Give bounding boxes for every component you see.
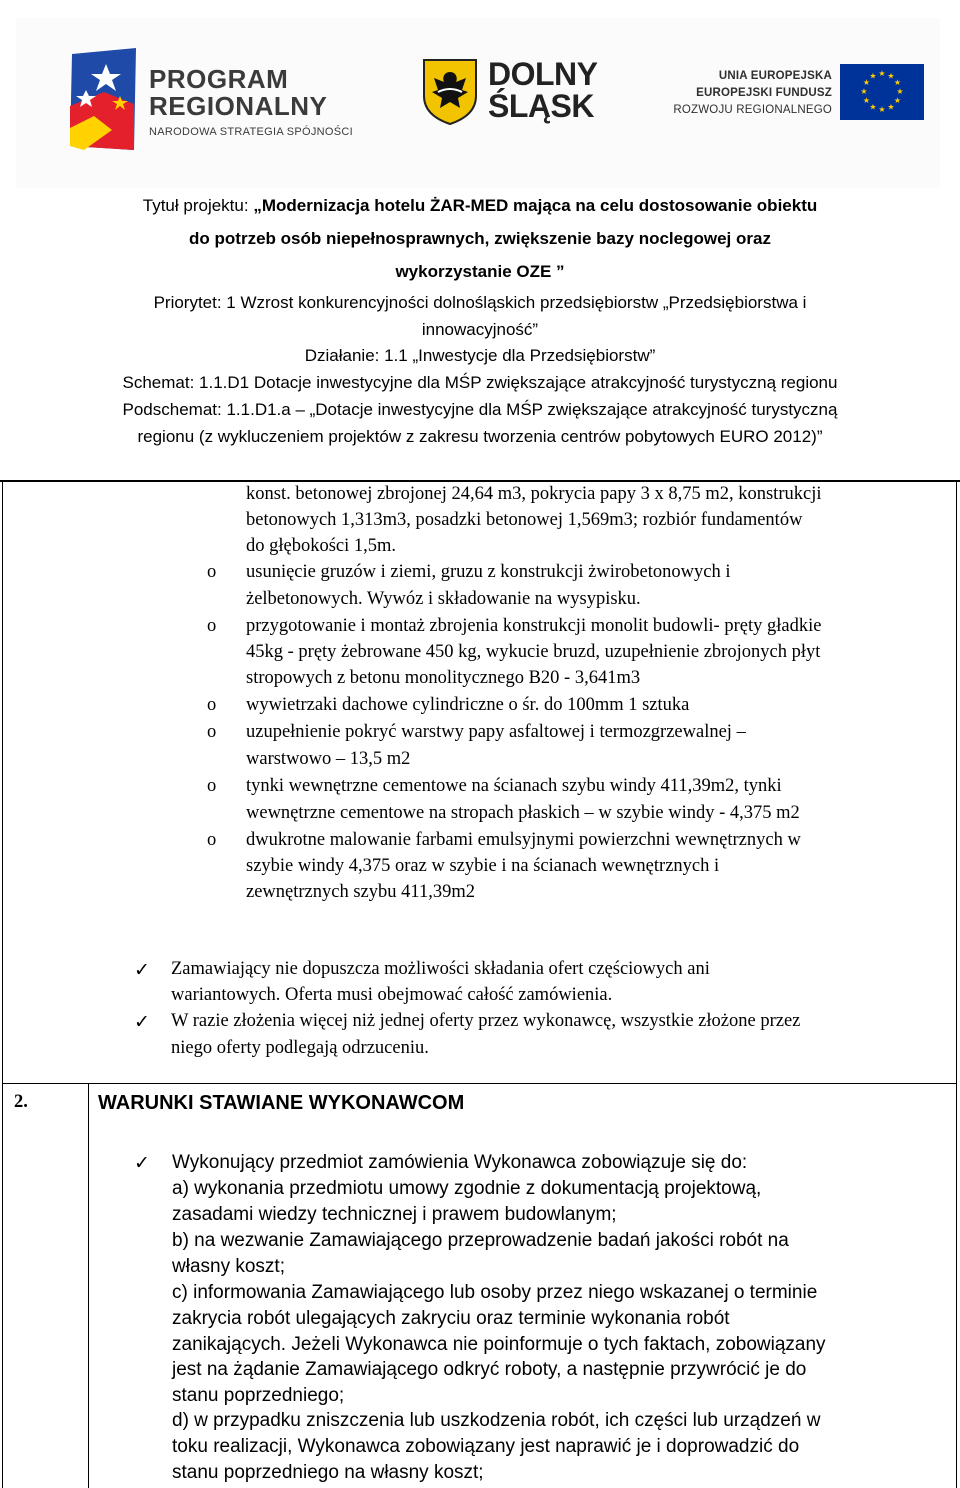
list-item-line: uzupełnienie pokryć warstwy papy asfaltowej i termozgrzewalnej –: [246, 722, 746, 742]
priority-line1: Priorytet: 1 Wzrost konkurencyjności dolnośląskich przedsiębiorstw „Przedsiębiorstwa i: [153, 293, 807, 312]
project-title-line3: wykorzystanie OZE ”: [395, 262, 565, 281]
bullet-marker: o: [207, 722, 217, 742]
checkmark-icon: ✓: [134, 1011, 150, 1033]
program-logo-line2: REGIONALNY: [149, 91, 328, 121]
program-flag-icon: [64, 46, 144, 156]
table-row-divider: [2, 1083, 957, 1084]
eagle-shield-icon: [422, 58, 478, 126]
bullet-marker: o: [207, 562, 217, 582]
eu-flag-icon: [840, 64, 924, 120]
table-right-border: [956, 480, 957, 1488]
note-line: niego oferty podlegają odrzuceniu.: [171, 1038, 429, 1058]
svg-text:★: ★: [878, 105, 886, 114]
list-item-line: dwukrotne malowanie farbami emulsyjnymi powierzchni wewnętrznych w: [246, 830, 801, 850]
section2-line: c) informowania Zamawiającego lub osoby przez niego wskazanej o terminie: [172, 1282, 818, 1303]
svg-text:★: ★: [860, 87, 868, 96]
continuation-line: do głębokości 1,5m.: [246, 536, 397, 556]
section2-line: zanikających. Jeżeli Wykonawca nie poinformuje o tych faktach, zobowiązany: [172, 1334, 826, 1355]
svg-text:★: ★: [887, 102, 895, 112]
list-item-line: warstwowo – 13,5 m2: [246, 749, 411, 769]
section2-line: zasadami wiedzy technicznej i prawem budowlanym;: [172, 1204, 617, 1225]
dolny-slask-line1: DOLNY: [488, 56, 598, 92]
list-item-line: wewnętrzne cementowe na stropach płaskich – w szybie windy - 4,375 m2: [246, 803, 800, 823]
program-logo-line1: PROGRAM: [149, 64, 289, 94]
program-regionalny-logo: [64, 46, 364, 156]
svg-text:★: ★: [862, 78, 871, 87]
bullet-marker: o: [207, 830, 217, 850]
section-title: WARUNKI STAWIANE WYKONAWCOM: [98, 1092, 465, 1114]
list-item-line: 45kg - pręty żebrowane 450 kg, wykucie bruzd, uzupełnienie zbrojonych płyt: [246, 642, 821, 662]
section2-line: stanu poprzedniego;: [172, 1385, 345, 1406]
logo-banner: [16, 18, 940, 188]
dolny-slask-line2: ŚLĄSK: [488, 88, 594, 124]
bullet-marker: o: [207, 616, 217, 636]
continuation-line: konst. betonowej zbrojonej 24,64 m3, pokrycia papy 3 x 8,75 m2, konstrukcji: [246, 484, 822, 504]
list-item-line: usunięcie gruzów i ziemi, gruzu z konstrukcji żwirobetonowych i: [246, 562, 731, 582]
table-left-border: [2, 480, 3, 1488]
section2-line: własny koszt;: [172, 1256, 285, 1277]
list-item-line: przygotowanie i montaż zbrojenia konstrukcji monolit budowli- pręty gładkie: [246, 616, 822, 636]
bullet-marker: o: [207, 776, 217, 796]
eu-logo-line1: UNIA EUROPEJSKA: [718, 70, 832, 82]
list-item-line: wywietrzaki dachowe cylindriczne o śr. do 100mm 1 sztuka: [246, 695, 690, 715]
section-number: 2.: [14, 1092, 28, 1112]
program-logo-line3: NARODOWA STRATEGIA SPÓJNOŚCI: [149, 126, 353, 138]
section2-line: toku realizacji, Wykonawca zobowiązany jest naprawić je i doprowadzić do: [172, 1436, 800, 1457]
dolny-slask-logo: [422, 58, 622, 148]
list-item-line: żelbetonowych. Wywóz i składowanie na wysypisku.: [246, 589, 641, 609]
section2-line: d) w przypadku zniszczenia lub uszkodzenia robót, ich części lub urządzeń w: [172, 1410, 821, 1431]
checkmark-icon: ✓: [134, 959, 150, 981]
svg-text:★: ★: [893, 96, 902, 105]
section2-line: zakrycia robót ulegających zakryciu oraz terminie wykonania robót: [172, 1308, 730, 1329]
table-top-border: [0, 480, 960, 482]
section2-line: stanu poprzedniego na własny koszt;: [172, 1462, 484, 1483]
eu-logo-line2: EUROPEJSKI FUNDUSZ: [696, 87, 832, 99]
note-line: Zamawiający nie dopuszcza możliwości składania ofert częściowych ani: [171, 959, 710, 979]
svg-text:★: ★: [896, 87, 904, 96]
project-title-text: „Modernizacja hotelu ŻAR-MED mająca na celu dostosowanie obiektu: [253, 196, 818, 215]
action-line: Działanie: 1.1 „Inwestycje dla Przedsiębiorstw”: [304, 346, 656, 365]
svg-text:★: ★: [869, 71, 877, 81]
section2-line: jest na żądanie Zamawiającego odkryć roboty, a następnie przywrócić je do: [172, 1359, 807, 1380]
svg-text:★: ★: [893, 78, 902, 87]
bullet-marker: o: [207, 695, 217, 715]
eu-logo-line3: ROZWOJU REGIONALNEGO: [673, 104, 832, 116]
subscheme-line2: regionu (z wykluczeniem projektów z zakresu tworzenia centrów pobytowych EURO 2012)”: [137, 427, 823, 446]
project-title-prefix: Tytuł projektu:: [142, 196, 254, 215]
list-item-line: stropowych z betonu monolitycznego B20 - 3,641m3: [246, 668, 641, 688]
project-title-line2: do potrzeb osób niepełnosprawnych, zwiększenie bazy noclegowej oraz: [189, 229, 771, 248]
note-line: W razie złożenia więcej niż jednej oferty przez wykonawcę, wszystkie złożone przez: [171, 1011, 801, 1031]
table-column-divider: [88, 1084, 89, 1488]
scheme-line: Schemat: 1.1.D1 Dotacje inwestycyjne dla MŚP zwiększające atrakcyjność turystyczną regionu: [122, 373, 838, 392]
svg-text:★: ★: [869, 102, 877, 112]
checkmark-icon: ✓: [134, 1152, 150, 1174]
project-title-line1: [0, 196, 960, 216]
continuation-line: betonowych 1,313m3, posadzki betonowej 1,569m3; rozbiór fundamentów: [246, 510, 803, 530]
section2-line: a) wykonania przedmiotu umowy zgodnie z dokumentacją projektową,: [172, 1178, 762, 1199]
section2-line: b) na wezwanie Zamawiającego przeprowadzenie badań jakości robót na: [172, 1230, 789, 1251]
list-item-line: zewnętrznych szybu 411,39m2: [246, 882, 475, 902]
section2-line: Wykonujący przedmiot zamówienia Wykonawca zobowiązuje się do:: [172, 1152, 748, 1173]
list-item-line: tynki wewnętrzne cementowe na ścianach szybu windy 411,39m2, tynki: [246, 776, 782, 796]
note-line: wariantowych. Oferta musi obejmować całość zamówienia.: [171, 985, 613, 1005]
svg-text:★: ★: [878, 69, 886, 78]
list-item-line: szybie windy 4,375 oraz w szybie i na ścianach wewnętrznych i: [246, 856, 720, 876]
eu-logo: [672, 64, 942, 134]
priority-line2: innowacyjność”: [421, 320, 539, 339]
svg-text:★: ★: [887, 71, 895, 81]
subscheme-line1: Podschemat: 1.1.D1.a – „Dotacje inwestycyjne dla MŚP zwiększające atrakcyjność turystyczną: [122, 400, 838, 419]
svg-text:★: ★: [862, 96, 871, 105]
